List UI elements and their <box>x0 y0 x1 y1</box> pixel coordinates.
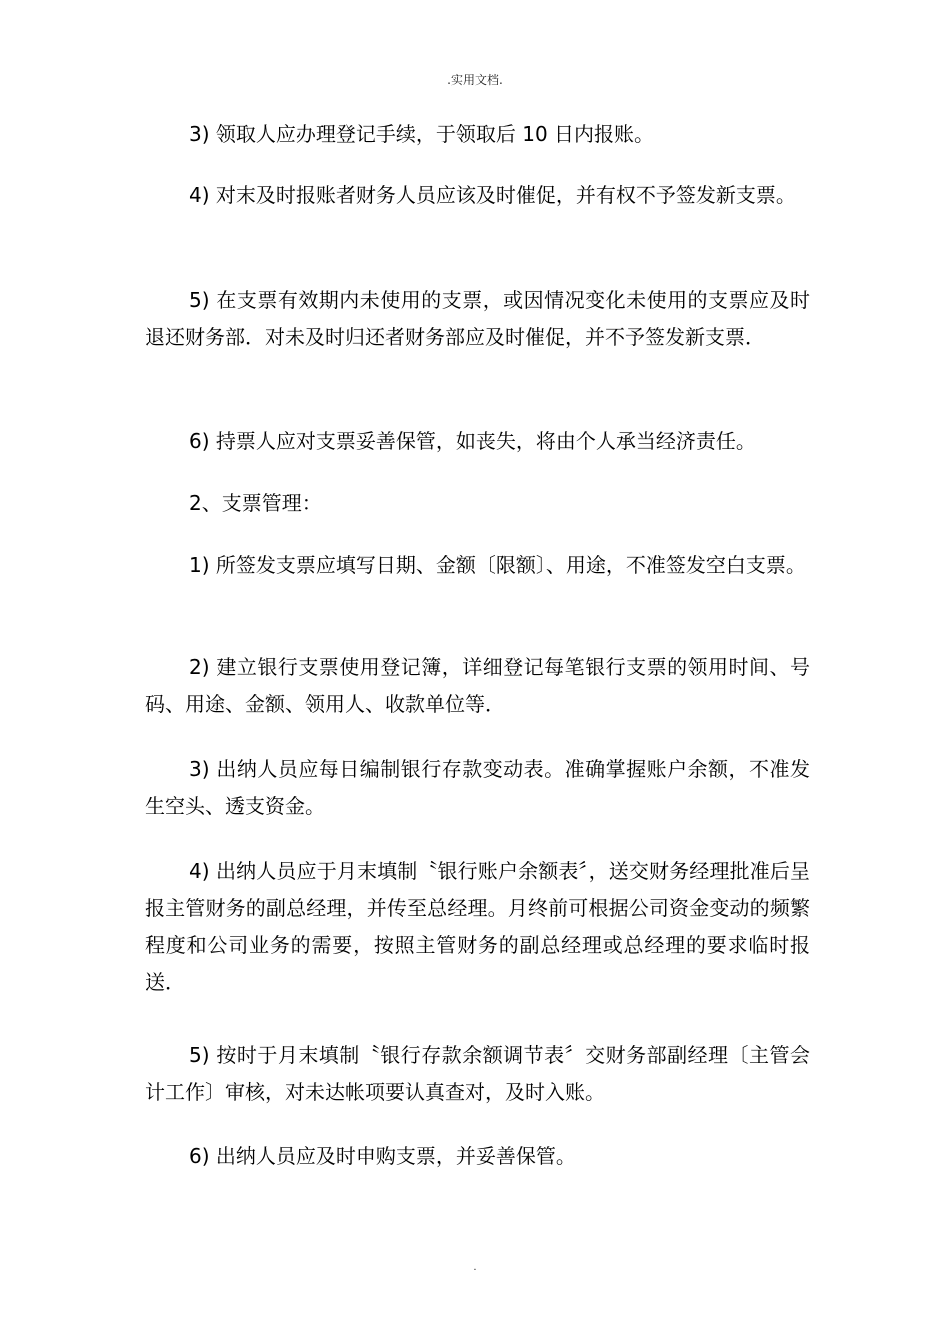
paragraph-item-3-receipt-registration: 3) 领取人应办理登记手续，于领取后 10 日内报账。 <box>189 122 655 146</box>
paragraph-item-1-cheque-filling: 1) 所签发支票应填写日期、金额〔限额〕、用途，不准签发空白支票。 <box>189 553 806 577</box>
paragraph-item-5-reconciliation-statement: 5) 按时于月末填制〝银行存款余额调节表〞交财务部副经理〔主管会计工作〕审核，对未达帐项要认真查对，及时入账。 <box>145 1043 810 1104</box>
paragraph-item-2-cheque-register: 2) 建立银行支票使用登记簿，详细登记每笔银行支票的领用时间、号码、用途、金额、领用人、收款单位等． <box>145 655 810 716</box>
page-header: .实用文档. <box>447 73 503 87</box>
paragraph-item-3-daily-deposit-report: 3) 出纳人员应每日编制银行存款变动表。准确掌握账户余额，不准发生空头、透支资金。 <box>145 757 810 818</box>
section-heading-cheque-management: 2、支票管理： <box>189 491 322 515</box>
page-footer: . <box>473 1262 477 1273</box>
paragraph-item-4-account-balance-report: 4) 出纳人员应于月末填制〝银行账户余额表〞，送交财务经理批准后呈报主管财务的副总经理，并传至总经理。月终前可根据公司资金变动的频繁程度和公司业务的需要，按照主管财务的副总经理或总经理的要求临时报送． <box>145 859 810 994</box>
paragraph-item-4-overdue-reimbursement: 4) 对末及时报账者财务人员应该及时催促，并有权不予签发新支票。 <box>189 183 796 207</box>
paragraph-item-6-holder-custody: 6) 持票人应对支票妥善保管，如丧失，将由个人承当经济责任。 <box>189 429 756 453</box>
paragraph-item-6-cheque-purchase: 6) 出纳人员应及时申购支票，并妥善保管。 <box>189 1144 576 1168</box>
paragraph-item-5-unused-cheques: 5) 在支票有效期内未使用的支票，或因情况变化未使用的支票应及时退还财务部．对未及时归还者财务部应及时催促，并不予签发新支票． <box>145 288 810 349</box>
